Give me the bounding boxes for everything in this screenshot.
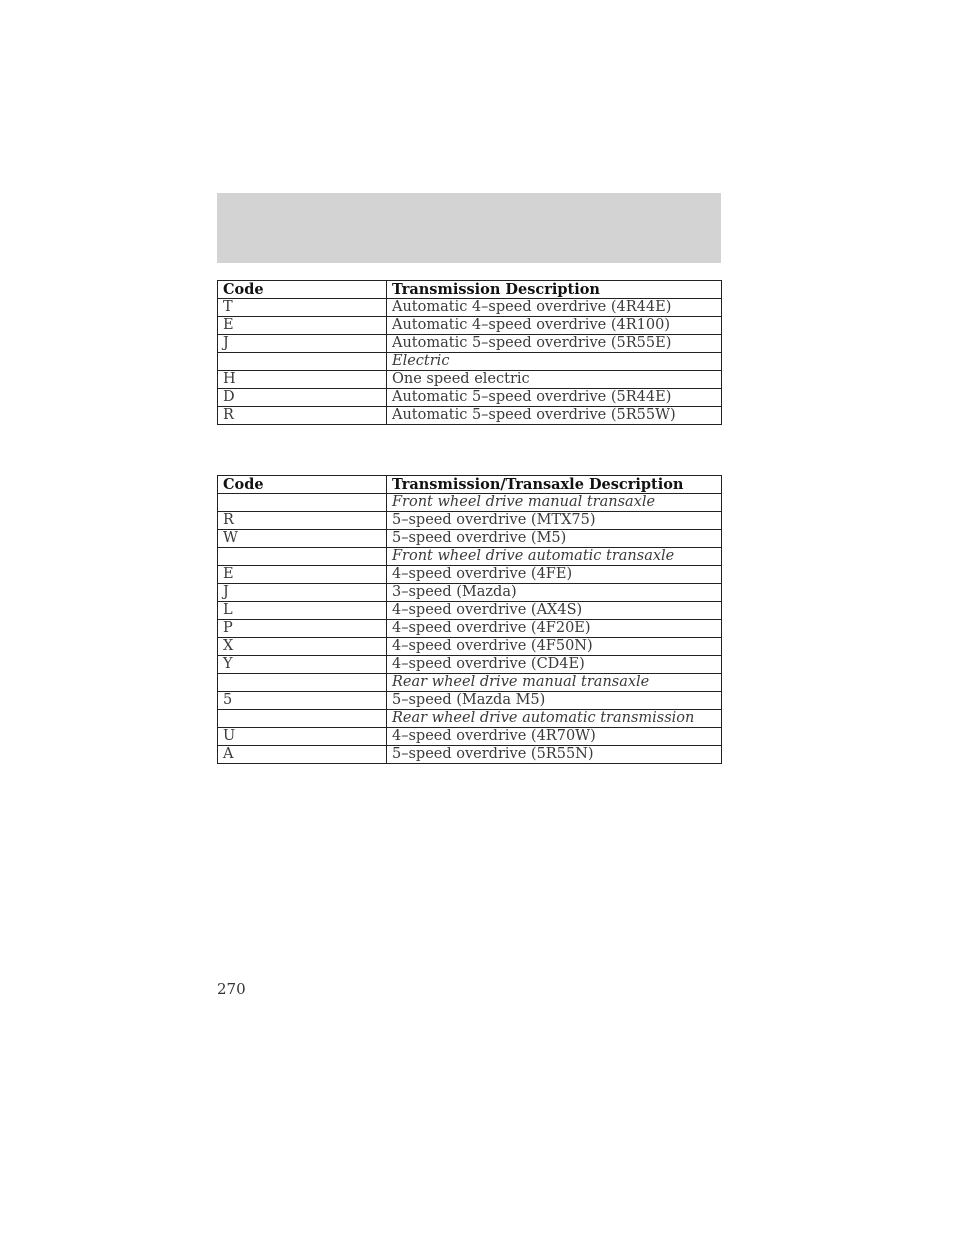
category-label-cell: Front wheel drive manual transaxle bbox=[387, 494, 722, 512]
description-cell: 5–speed overdrive (5R55N) bbox=[387, 746, 722, 764]
table-row bbox=[218, 299, 722, 317]
code-cell: A bbox=[218, 746, 387, 764]
description-cell: 5–speed overdrive (M5) bbox=[387, 530, 722, 548]
category-row bbox=[218, 548, 722, 566]
code-cell: J bbox=[218, 335, 387, 353]
table-row bbox=[218, 584, 722, 602]
category-row bbox=[218, 674, 722, 692]
table-row bbox=[218, 692, 722, 710]
table-body bbox=[218, 299, 722, 425]
code-cell bbox=[218, 548, 387, 566]
column-header-description: Transmission Description bbox=[387, 281, 722, 299]
table-row bbox=[218, 602, 722, 620]
column-header-description: Transmission/Transaxle Description bbox=[387, 476, 722, 494]
table-header-row bbox=[218, 281, 722, 299]
column-header-code: Code bbox=[218, 476, 387, 494]
description-cell: 4–speed overdrive (4F20E) bbox=[387, 620, 722, 638]
code-cell: T bbox=[218, 299, 387, 317]
code-cell: R bbox=[218, 407, 387, 425]
category-row bbox=[218, 710, 722, 728]
table-row bbox=[218, 638, 722, 656]
table-header-row bbox=[218, 476, 722, 494]
table-row bbox=[218, 566, 722, 584]
code-cell: X bbox=[218, 638, 387, 656]
table-row bbox=[218, 335, 722, 353]
description-cell: One speed electric bbox=[387, 371, 722, 389]
category-label-cell: Rear wheel drive automatic transmission bbox=[387, 710, 722, 728]
code-cell bbox=[218, 710, 387, 728]
code-cell: J bbox=[218, 584, 387, 602]
category-label-cell: Rear wheel drive manual transaxle bbox=[387, 674, 722, 692]
code-cell: R bbox=[218, 512, 387, 530]
table-row bbox=[218, 512, 722, 530]
category-label-cell: Front wheel drive automatic transaxle bbox=[387, 548, 722, 566]
description-cell: 4–speed overdrive (4R70W) bbox=[387, 728, 722, 746]
table-row bbox=[218, 746, 722, 764]
code-cell: P bbox=[218, 620, 387, 638]
code-cell bbox=[218, 353, 387, 371]
code-cell bbox=[218, 674, 387, 692]
code-cell: Y bbox=[218, 656, 387, 674]
page-number: 270 bbox=[217, 980, 246, 998]
code-cell: 5 bbox=[218, 692, 387, 710]
table-row bbox=[218, 656, 722, 674]
code-cell: H bbox=[218, 371, 387, 389]
table-row bbox=[218, 407, 722, 425]
code-cell: D bbox=[218, 389, 387, 407]
description-cell: Automatic 5–speed overdrive (5R55W) bbox=[387, 407, 722, 425]
code-cell: L bbox=[218, 602, 387, 620]
table-row bbox=[218, 389, 722, 407]
transmission-code-table bbox=[217, 280, 722, 425]
table-row bbox=[218, 371, 722, 389]
description-cell: 4–speed overdrive (4FE) bbox=[387, 566, 722, 584]
description-cell: 5–speed (Mazda M5) bbox=[387, 692, 722, 710]
code-cell: E bbox=[218, 566, 387, 584]
transaxle-code-table bbox=[217, 475, 722, 764]
table-row bbox=[218, 530, 722, 548]
section-header-band bbox=[217, 193, 721, 263]
code-cell bbox=[218, 494, 387, 512]
description-cell: Automatic 4–speed overdrive (4R100) bbox=[387, 317, 722, 335]
description-cell: 4–speed overdrive (AX4S) bbox=[387, 602, 722, 620]
code-cell: W bbox=[218, 530, 387, 548]
table-body bbox=[218, 494, 722, 764]
description-cell: 5–speed overdrive (MTX75) bbox=[387, 512, 722, 530]
category-row bbox=[218, 494, 722, 512]
description-cell: Automatic 5–speed overdrive (5R55E) bbox=[387, 335, 722, 353]
description-cell: 4–speed overdrive (CD4E) bbox=[387, 656, 722, 674]
category-label-cell: Electric bbox=[387, 353, 722, 371]
table-row bbox=[218, 728, 722, 746]
description-cell: Automatic 4–speed overdrive (4R44E) bbox=[387, 299, 722, 317]
code-cell: U bbox=[218, 728, 387, 746]
table-row bbox=[218, 620, 722, 638]
table-row bbox=[218, 317, 722, 335]
code-cell: E bbox=[218, 317, 387, 335]
column-header-code: Code bbox=[218, 281, 387, 299]
category-row bbox=[218, 353, 722, 371]
description-cell: 3–speed (Mazda) bbox=[387, 584, 722, 602]
description-cell: Automatic 5–speed overdrive (5R44E) bbox=[387, 389, 722, 407]
description-cell: 4–speed overdrive (4F50N) bbox=[387, 638, 722, 656]
